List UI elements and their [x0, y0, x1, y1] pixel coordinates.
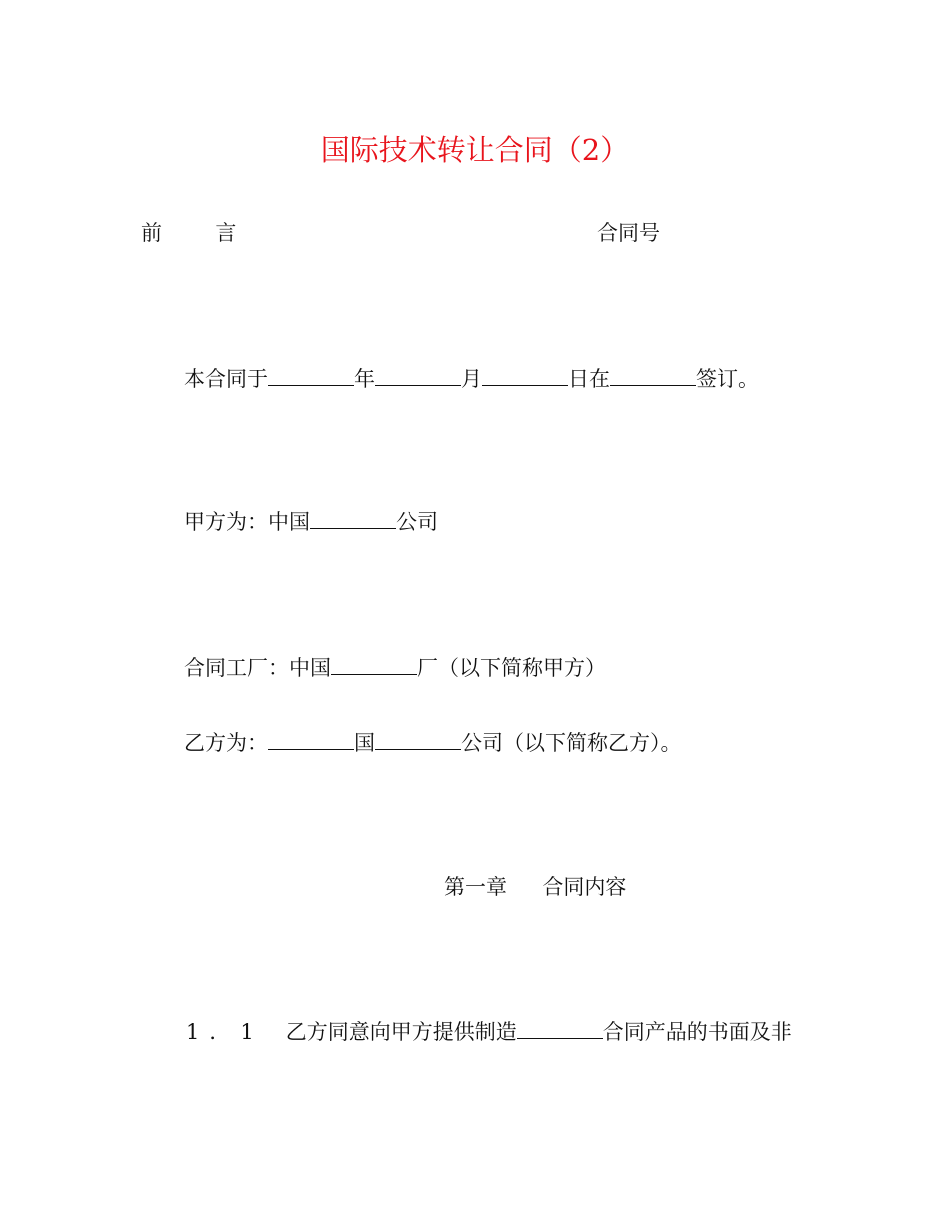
preface-label-1: 前	[141, 221, 162, 245]
party-b-prefix: 乙方为：	[184, 731, 268, 755]
year-blank	[268, 367, 354, 386]
factory-prefix: 合同工厂：中国	[184, 656, 331, 680]
clause-1-1-line	[186, 1018, 792, 1046]
day-place-label: 日在	[568, 367, 610, 391]
party-b-suffix: 公司（以下简称乙方）。	[461, 731, 682, 755]
chapter-title: 合同内容	[542, 875, 627, 899]
clause-prefix: 乙方同意向甲方提供制造	[285, 1020, 517, 1044]
party-a-prefix: 甲方为：中国	[184, 510, 310, 534]
signing-suffix: 签订。	[696, 367, 759, 391]
document-title: 国际技术转让合同（2）	[320, 133, 630, 167]
month-label: 月	[461, 367, 482, 391]
factory-line	[184, 654, 606, 682]
preface-heading	[141, 219, 236, 247]
place-blank	[610, 367, 696, 386]
chapter-one-heading	[444, 873, 626, 901]
party-b-country-label: 国	[354, 731, 375, 755]
party-b-line	[184, 729, 682, 757]
signing-prefix: 本合同于	[184, 367, 268, 391]
year-label: 年	[354, 367, 375, 391]
clause-number: 1．1	[186, 1020, 264, 1044]
chapter-number: 第一章	[444, 875, 507, 899]
factory-suffix: 厂（以下简称甲方）	[417, 656, 606, 680]
clause-suffix: 合同产品的书面及非	[602, 1020, 792, 1044]
party-a-suffix: 公司	[396, 510, 438, 534]
month-blank	[375, 367, 461, 386]
party-a-blank	[310, 510, 396, 529]
signing-line	[184, 365, 759, 393]
contract-number-label: 合同号	[597, 221, 660, 245]
clause-product-blank	[517, 1020, 603, 1039]
party-b-company-blank	[375, 731, 461, 750]
day-blank	[482, 367, 568, 386]
factory-blank	[331, 656, 417, 675]
preface-label-2: 言	[215, 221, 237, 245]
party-a-line	[184, 508, 438, 536]
party-b-country-blank	[268, 731, 354, 750]
